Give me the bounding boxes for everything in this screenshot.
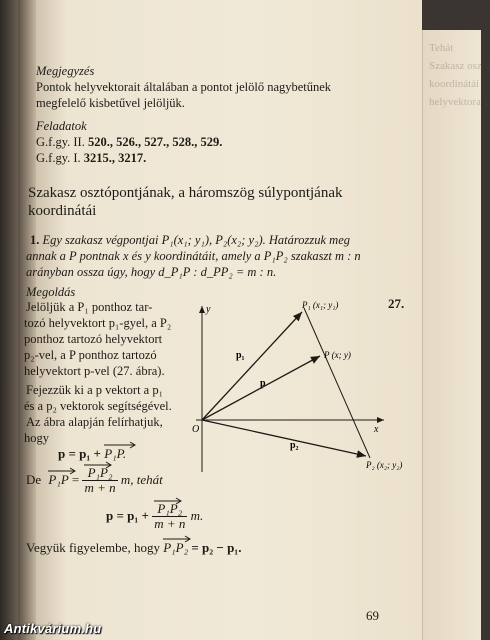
solution-line: hogy	[24, 431, 49, 445]
book-page	[24, 0, 422, 640]
solution-heading: Megoldás	[26, 285, 76, 299]
eq-suffix: m.	[190, 507, 204, 523]
eq-vector-text: P₁P₂	[157, 501, 183, 516]
solution-text: Vegyük figyelembe, hogy	[26, 540, 160, 555]
tasks-items: 520., 526., 527., 528., 529.	[87, 135, 223, 149]
vector-arrow	[104, 440, 138, 448]
p-label: P (x; y)	[324, 350, 351, 360]
ghost-text: Tehát	[429, 42, 454, 54]
vector-p2-label: p₂	[290, 440, 299, 451]
solution-line: Jelöljük a P₁ ponthoz tar-	[26, 300, 153, 314]
eq-vector-text: P₁P₂	[163, 540, 189, 555]
vector-arrow	[154, 496, 184, 504]
tasks-prefix: G.f.gy. II.	[36, 135, 85, 149]
tasks-line	[36, 151, 146, 167]
tasks-line	[36, 135, 222, 151]
watermark-logo: Antikvárium.hu	[4, 621, 102, 636]
figure-number: 27.	[388, 296, 405, 311]
segment-p1-p2	[304, 308, 370, 458]
eq-vector-text: P₁P	[48, 471, 69, 487]
solution-line: tozó helyvektort p₁-gyel, a P₂	[24, 316, 172, 330]
origin-label: O	[192, 424, 200, 435]
solution-line: és a p₂ vektorok segítségével.	[24, 399, 172, 413]
vector-p2	[202, 420, 366, 456]
eq-fraction	[152, 502, 187, 532]
note-heading: Megjegyzés	[36, 64, 95, 78]
eq-fraction	[82, 466, 117, 496]
problem-line: annak a P pontnak x és y koordinátáit, amely a P₁P₂ szakaszt m : n	[26, 249, 361, 263]
vector-arrow	[163, 534, 193, 542]
solution-line: Az ábra alapján felírhatjuk,	[26, 415, 163, 429]
x-axis-label: x	[374, 424, 379, 435]
problem-points: P₁(x₁; y₁), P₂(x₂; y₂).	[161, 233, 266, 247]
p2-label: P₂ (x₂; y₂)	[366, 460, 403, 470]
eq-lhs: p = p₁ +	[58, 446, 101, 461]
fraction-denominator: m + n	[154, 516, 186, 532]
solution-line: p₂-vel, a P ponthoz tartozó	[24, 348, 157, 362]
note-line: Pontok helyvektorait általában a pontot jelölő nagybetűnek	[36, 80, 332, 94]
ghost-text: helyvektora	[429, 96, 481, 108]
fraction-denominator: m + n	[84, 480, 116, 496]
vector-arrow	[84, 460, 114, 468]
fraction-numerator	[152, 502, 187, 517]
eq-suffix: m, tehát	[120, 471, 163, 487]
eq-vector	[163, 540, 191, 555]
vector-arrow	[48, 466, 78, 474]
equation-2: De P₁P = $\frac{\text{P₁P₂}}{m + n}$ m, tehát	[26, 466, 163, 496]
next-page-edge	[422, 30, 490, 640]
tasks-prefix: G.f.gy. I.	[36, 151, 81, 165]
eq-lhs: p = p₁ +	[106, 507, 149, 523]
p1-label: P₁ (x₁; y₁)	[302, 300, 339, 310]
eq-vector-text: P₁P.	[104, 446, 127, 461]
solution-last-line	[26, 540, 241, 556]
problem-text: Határozzuk meg	[268, 233, 350, 247]
solution-line: Fejezzük ki a p vektort a p₁	[26, 383, 163, 397]
y-axis-label: y	[206, 304, 211, 315]
solution-text: = p₂ − p₁.	[191, 540, 242, 555]
tasks-heading: Feladatok	[36, 119, 87, 133]
note-line: megfelelő kisbetűvel jelöljük.	[36, 96, 185, 110]
problem-line: arányban ossza úgy, hogy d_P₁P : d_PP₂ = m : n.	[26, 265, 277, 279]
fraction-numerator	[82, 466, 117, 481]
eq-prefix: De	[26, 471, 42, 487]
previous-page-edge	[0, 0, 18, 640]
eq-vector	[48, 472, 71, 487]
vector-p1	[202, 312, 302, 420]
solution-line: helyvektort p-vel (27. ábra).	[24, 364, 165, 378]
vector-p1-label: p₁	[236, 350, 245, 361]
ghost-text: koordinátái	[429, 78, 480, 90]
solution-line: ponthoz tartozó helyvektort	[24, 332, 163, 346]
problem-number: 1.	[30, 233, 40, 247]
section-title: Szakasz osztópontjának, a háromszög súlypontjának	[28, 185, 343, 201]
section-title: koordinátái	[28, 203, 97, 219]
ghost-text: Szakasz osztó	[429, 60, 490, 72]
equation-3	[106, 502, 203, 532]
problem-text: Egy szakasz végpontjai	[42, 233, 159, 247]
tasks-items: 3215., 3217.	[83, 151, 147, 165]
vector-p-label: p	[260, 378, 266, 389]
page-number: 69	[366, 608, 379, 623]
eq-vector-text: P₁P₂	[87, 465, 113, 480]
eq-vector	[104, 446, 126, 461]
problem-line	[30, 233, 350, 249]
